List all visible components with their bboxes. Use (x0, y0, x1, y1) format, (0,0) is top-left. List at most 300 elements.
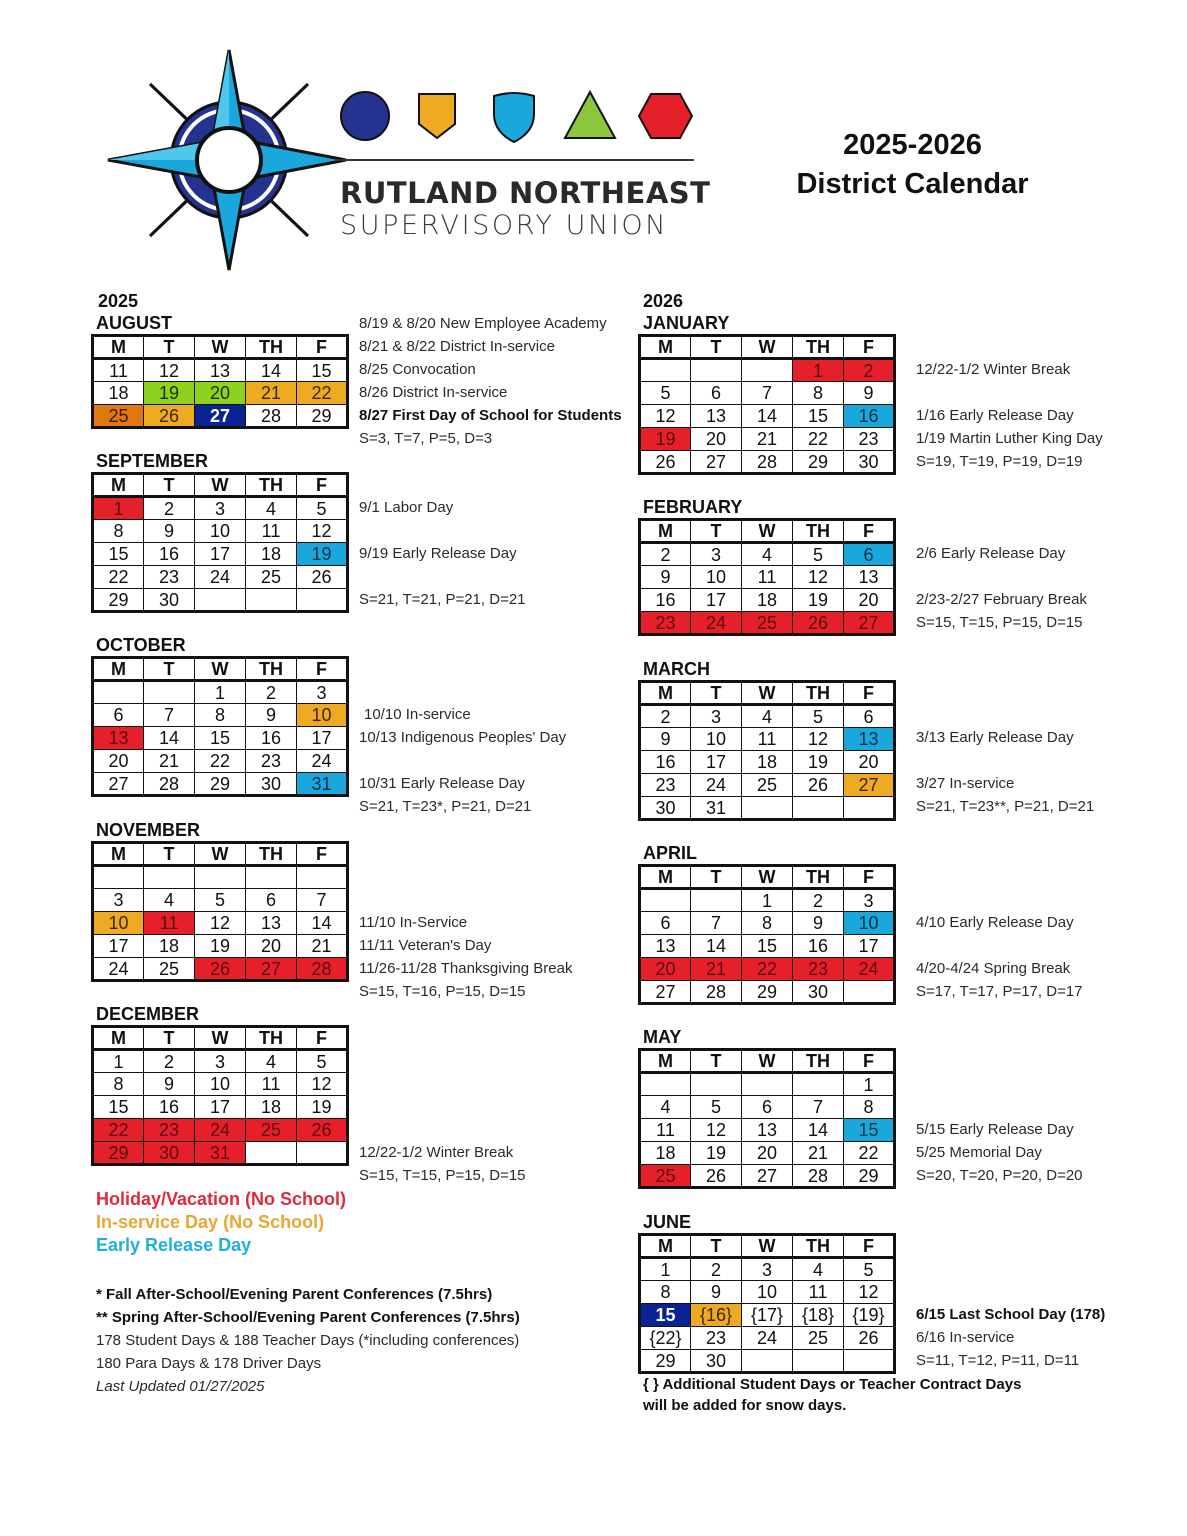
empty-day-cell (793, 1350, 844, 1373)
day-cell: 31 (691, 797, 742, 820)
note: 9/1 Labor Day (359, 499, 454, 516)
weekday-header: F (844, 336, 895, 359)
day-cell: 29 (793, 451, 844, 474)
legend-inservice: In-service Day (No School) (96, 1212, 325, 1232)
weekday-header: T (691, 336, 742, 359)
week-row (93, 382, 348, 405)
spring-conferences-note: ** Spring After-School/Evening Parent Conferences (7.5hrs) (96, 1309, 520, 1326)
weekday-header: F (844, 1050, 895, 1073)
day-cell: 27 (246, 958, 297, 981)
day-cell: 9 (793, 912, 844, 935)
week-row (640, 1281, 895, 1304)
day-cell: 2 (640, 705, 691, 728)
month-name: FEBRUARY (643, 497, 743, 517)
day-cell: 26 (793, 774, 844, 797)
note-last-day: 6/15 Last School Day (178) (916, 1306, 1106, 1323)
month-name: NOVEMBER (96, 820, 201, 840)
day-cell: 16 (144, 543, 195, 566)
day-cell: 24 (297, 750, 348, 773)
day-cell: 19 (144, 382, 195, 405)
day-cell: 13 (195, 359, 246, 382)
week-row (93, 566, 348, 589)
week-row (93, 1142, 348, 1165)
day-cell: 18 (742, 589, 793, 612)
weekday-header: M (640, 520, 691, 543)
weekday-header: M (640, 1235, 691, 1258)
weekday-header: M (93, 336, 144, 359)
day-cell: 24 (93, 958, 144, 981)
month-name: APRIL (643, 843, 697, 863)
day-cell: 1 (640, 1258, 691, 1281)
note: 8/19 & 8/20 New Employee Academy (359, 315, 607, 332)
empty-day-cell (144, 866, 195, 889)
empty-day-cell (93, 681, 144, 704)
day-cell: 30 (144, 589, 195, 612)
weekday-header: W (195, 1027, 246, 1050)
day-cell: 31 (195, 1142, 246, 1165)
weekday-header: W (742, 1050, 793, 1073)
fall-conferences-note: * Fall After-School/Evening Parent Conferences (7.5hrs) (96, 1286, 493, 1303)
week-row (93, 773, 348, 796)
week-row (93, 520, 348, 543)
title-years: 2025-2026 (843, 129, 982, 161)
note-day-counts: S=21, T=23**, P=21, D=21 (916, 798, 1095, 815)
day-cell: 11 (246, 520, 297, 543)
week-row (640, 981, 895, 1004)
day-cell: 28 (144, 773, 195, 796)
week-row (93, 935, 348, 958)
day-cell: 1 (844, 1073, 895, 1096)
weekday-header: T (691, 1235, 742, 1258)
day-cell: 27 (691, 451, 742, 474)
day-cell: 28 (691, 981, 742, 1004)
note: 11/10 In-Service (359, 914, 468, 931)
day-cell: 27 (195, 405, 246, 428)
weekday-header: W (195, 336, 246, 359)
empty-day-cell (93, 866, 144, 889)
day-cell: {22} (640, 1327, 691, 1350)
weekday-header-row (93, 658, 348, 681)
day-cell: 20 (691, 428, 742, 451)
day-cell: 3 (844, 889, 895, 912)
weekday-header-row (640, 1235, 895, 1258)
day-cell: 2 (246, 681, 297, 704)
day-cell: 1 (793, 359, 844, 382)
day-cell: 14 (691, 935, 742, 958)
week-row (640, 1073, 895, 1096)
day-cell: 26 (691, 1165, 742, 1188)
triangle-shape-icon (565, 92, 615, 138)
day-cell: 5 (793, 705, 844, 728)
weekday-header: W (195, 658, 246, 681)
day-cell: 2 (144, 1050, 195, 1073)
day-cell: 7 (742, 382, 793, 405)
month-august (91, 312, 349, 429)
day-cell: 16 (144, 1096, 195, 1119)
day-cell: 10 (691, 728, 742, 751)
title-text: District Calendar (796, 168, 1029, 200)
week-row (93, 866, 348, 889)
day-cell: 7 (691, 912, 742, 935)
day-cell: 29 (742, 981, 793, 1004)
day-cell: 25 (144, 958, 195, 981)
day-cell: 20 (246, 935, 297, 958)
day-cell: 31 (297, 773, 348, 796)
day-cell: 5 (195, 889, 246, 912)
week-row (640, 543, 895, 566)
day-cell: 24 (844, 958, 895, 981)
day-cell: 1 (93, 1050, 144, 1073)
day-cell: 11 (742, 566, 793, 589)
weekday-header: W (742, 866, 793, 889)
day-cell: 12 (195, 912, 246, 935)
note-day-counts: S=15, T=15, P=15, D=15 (916, 614, 1083, 631)
week-row (640, 774, 895, 797)
week-row (640, 589, 895, 612)
day-cell: 10 (93, 912, 144, 935)
day-cell: 28 (297, 958, 348, 981)
note-first-day: 8/27 First Day of School for Students (359, 407, 622, 424)
empty-day-cell (246, 589, 297, 612)
day-cell: 28 (742, 451, 793, 474)
weekday-header: TH (246, 843, 297, 866)
day-cell: 24 (195, 1119, 246, 1142)
day-cell: 5 (691, 1096, 742, 1119)
day-cell: 8 (195, 704, 246, 727)
day-cell: 6 (844, 705, 895, 728)
weekday-header-row (640, 866, 895, 889)
weekday-header: W (742, 520, 793, 543)
week-row (93, 1096, 348, 1119)
calendar-grid (638, 680, 896, 821)
day-cell: 7 (793, 1096, 844, 1119)
day-cell: 27 (93, 773, 144, 796)
day-cell: 4 (640, 1096, 691, 1119)
day-cell: 19 (691, 1142, 742, 1165)
empty-day-cell (742, 1350, 793, 1373)
day-cell: 25 (246, 1119, 297, 1142)
empty-day-cell (246, 1142, 297, 1165)
weekday-header: TH (246, 1027, 297, 1050)
day-cell: 18 (246, 1096, 297, 1119)
month-september (91, 450, 349, 613)
day-cell: 10 (742, 1281, 793, 1304)
week-row (640, 751, 895, 774)
day-cell: 16 (640, 589, 691, 612)
day-cell: 26 (195, 958, 246, 981)
day-cell: 7 (144, 704, 195, 727)
day-cell: 30 (691, 1350, 742, 1373)
week-row (93, 359, 348, 382)
day-cell: 10 (195, 1073, 246, 1096)
day-cell: 8 (93, 1073, 144, 1096)
page-title (770, 126, 1055, 204)
day-cell: 21 (144, 750, 195, 773)
day-cell: 25 (793, 1327, 844, 1350)
day-cell: 6 (640, 912, 691, 935)
note: 2/6 Early Release Day (916, 545, 1066, 562)
day-cell: 19 (793, 589, 844, 612)
day-cell: 5 (844, 1258, 895, 1281)
circle-shape-icon (341, 92, 389, 140)
day-cell: 25 (93, 405, 144, 428)
day-cell: 27 (742, 1165, 793, 1188)
weekday-header: M (640, 682, 691, 705)
day-cell: 23 (640, 774, 691, 797)
day-cell: 15 (742, 935, 793, 958)
day-cell: 27 (640, 981, 691, 1004)
month-march (638, 658, 896, 821)
day-cell: 11 (144, 912, 195, 935)
note-day-counts: S=3, T=7, P=5, D=3 (359, 430, 493, 447)
day-cell: 22 (793, 428, 844, 451)
day-cell: 25 (742, 612, 793, 635)
day-cell: 19 (640, 428, 691, 451)
empty-day-cell (793, 1073, 844, 1096)
week-row (640, 1142, 895, 1165)
day-cell: 21 (246, 382, 297, 405)
weekday-header: M (640, 1050, 691, 1073)
day-cell: 29 (844, 1165, 895, 1188)
day-cell: 15 (844, 1119, 895, 1142)
empty-day-cell (640, 359, 691, 382)
shield-shape-icon (419, 94, 455, 138)
day-cell: 15 (297, 359, 348, 382)
month-name: JANUARY (643, 313, 730, 333)
week-row (640, 428, 895, 451)
weekday-header-row (93, 336, 348, 359)
day-cell: 11 (640, 1119, 691, 1142)
week-row (640, 1165, 895, 1188)
day-cell: 17 (195, 1096, 246, 1119)
day-cell: 29 (93, 1142, 144, 1165)
weekday-header-row (93, 1027, 348, 1050)
weekday-header: W (742, 682, 793, 705)
week-row (93, 1073, 348, 1096)
day-cell: 5 (297, 1050, 348, 1073)
week-row (93, 543, 348, 566)
month-october (91, 634, 349, 797)
day-cell: 16 (640, 751, 691, 774)
day-cell: 15 (93, 543, 144, 566)
day-cell: 17 (844, 935, 895, 958)
weekday-header: TH (793, 866, 844, 889)
empty-day-cell (246, 866, 297, 889)
note-day-counts: S=21, T=21, P=21, D=21 (359, 591, 526, 608)
para-driver-days: 180 Para Days & 178 Driver Days (96, 1355, 322, 1372)
weekday-header: T (691, 1050, 742, 1073)
day-cell: 4 (742, 543, 793, 566)
week-row (640, 1304, 895, 1327)
day-cell: 6 (93, 704, 144, 727)
day-cell: 11 (246, 1073, 297, 1096)
week-row (640, 359, 895, 382)
day-cell: 15 (640, 1304, 691, 1327)
weekday-header: TH (246, 336, 297, 359)
weekday-header: F (844, 520, 895, 543)
week-row (93, 958, 348, 981)
year-label-2026: 2026 (643, 291, 684, 311)
week-row (640, 705, 895, 728)
week-row (640, 1119, 895, 1142)
day-cell: 1 (93, 497, 144, 520)
day-cell: 3 (691, 543, 742, 566)
day-cell: 20 (844, 751, 895, 774)
note: 2/23-2/27 February Break (916, 591, 1087, 608)
day-cell: 18 (742, 751, 793, 774)
day-cell: 22 (93, 566, 144, 589)
day-cell: 12 (144, 359, 195, 382)
legend-early-release: Early Release Day (96, 1235, 252, 1255)
day-cell: 14 (742, 405, 793, 428)
day-cell: 30 (793, 981, 844, 1004)
note: 1/16 Early Release Day (916, 407, 1074, 424)
day-cell: 25 (640, 1165, 691, 1188)
calendar-grid (638, 864, 896, 1005)
day-cell: 24 (691, 612, 742, 635)
weekday-header: TH (793, 336, 844, 359)
day-cell: 12 (844, 1281, 895, 1304)
day-cell: 18 (640, 1142, 691, 1165)
day-cell: 20 (93, 750, 144, 773)
crest-shape-icon (494, 93, 534, 142)
empty-day-cell (742, 797, 793, 820)
day-cell: 14 (246, 359, 297, 382)
day-cell: 12 (691, 1119, 742, 1142)
week-row (93, 727, 348, 750)
empty-day-cell (297, 866, 348, 889)
weekday-header: M (93, 658, 144, 681)
note-day-counts: S=17, T=17, P=17, D=17 (916, 983, 1083, 1000)
day-cell: 25 (742, 774, 793, 797)
org-name-line1: RUTLAND NORTHEAST (340, 176, 711, 210)
day-cell: 26 (144, 405, 195, 428)
weekday-header: T (144, 474, 195, 497)
student-teacher-days: 178 Student Days & 188 Teacher Days (*including conferences) (96, 1332, 520, 1349)
day-cell: 9 (691, 1281, 742, 1304)
empty-day-cell (742, 1073, 793, 1096)
day-cell: 21 (297, 935, 348, 958)
week-row (93, 1119, 348, 1142)
day-cell: 18 (246, 543, 297, 566)
weekday-header-row (640, 682, 895, 705)
day-cell: 5 (640, 382, 691, 405)
day-cell: 3 (195, 497, 246, 520)
month-name: AUGUST (96, 313, 172, 333)
day-cell: 28 (793, 1165, 844, 1188)
day-cell: 2 (844, 359, 895, 382)
week-row (93, 589, 348, 612)
day-cell: 15 (195, 727, 246, 750)
weekday-header-row (93, 843, 348, 866)
day-cell: 21 (742, 428, 793, 451)
month-february (638, 496, 896, 636)
note: 6/16 In-service (916, 1329, 1015, 1346)
day-cell: 13 (844, 566, 895, 589)
day-cell: 30 (844, 451, 895, 474)
day-cell: 8 (793, 382, 844, 405)
day-cell: 5 (297, 497, 348, 520)
weekday-header: F (844, 1235, 895, 1258)
day-cell: 9 (640, 566, 691, 589)
day-cell: 18 (144, 935, 195, 958)
day-cell: 10 (195, 520, 246, 543)
org-name-line2: SUPERVISORY UNION (340, 210, 669, 241)
day-cell: 3 (195, 1050, 246, 1073)
weekday-header-row (640, 336, 895, 359)
day-cell: 4 (246, 497, 297, 520)
day-cell: 11 (93, 359, 144, 382)
month-name: JUNE (643, 1212, 692, 1232)
day-cell: 3 (93, 889, 144, 912)
day-cell: 3 (297, 681, 348, 704)
weekday-header: F (844, 682, 895, 705)
day-cell: 26 (640, 451, 691, 474)
day-cell: 5 (793, 543, 844, 566)
color-legend (96, 1188, 346, 1257)
weekday-header: F (297, 658, 348, 681)
day-cell: 23 (691, 1327, 742, 1350)
weekday-header: M (93, 843, 144, 866)
calendar-grid (638, 1048, 896, 1189)
note: 8/26 District In-service (359, 384, 508, 401)
day-cell: 18 (93, 382, 144, 405)
day-cell: 26 (297, 566, 348, 589)
day-cell: 13 (640, 935, 691, 958)
empty-day-cell (640, 889, 691, 912)
day-cell: 22 (297, 382, 348, 405)
last-updated: Last Updated 01/27/2025 (96, 1378, 265, 1395)
day-cell: 29 (195, 773, 246, 796)
calendar-grid (91, 472, 349, 613)
weekday-header: M (640, 866, 691, 889)
weekday-header-row (640, 1050, 895, 1073)
day-cell: 12 (297, 1073, 348, 1096)
day-cell: 16 (793, 935, 844, 958)
week-row (93, 704, 348, 727)
day-cell: 9 (144, 1073, 195, 1096)
year-label-2025: 2025 (98, 291, 139, 311)
snow-note-line2: will be added for snow days. (643, 1397, 847, 1414)
empty-day-cell (297, 589, 348, 612)
weekday-header: T (144, 1027, 195, 1050)
week-row (640, 889, 895, 912)
day-cell: 20 (195, 382, 246, 405)
empty-day-cell (844, 981, 895, 1004)
day-cell: 17 (93, 935, 144, 958)
note-day-counts: S=21, T=23*, P=21, D=21 (359, 798, 532, 815)
day-cell: 4 (144, 889, 195, 912)
weekday-header: F (844, 866, 895, 889)
weekday-header: T (144, 843, 195, 866)
note: 5/15 Early Release Day (916, 1121, 1074, 1138)
day-cell: 23 (640, 612, 691, 635)
day-cell: 21 (793, 1142, 844, 1165)
day-cell: 12 (793, 728, 844, 751)
week-row (640, 912, 895, 935)
weekday-header-row (640, 520, 895, 543)
day-cell: 29 (297, 405, 348, 428)
day-cell: 24 (195, 566, 246, 589)
day-cell: 11 (742, 728, 793, 751)
day-cell: 6 (742, 1096, 793, 1119)
day-cell: 25 (246, 566, 297, 589)
day-cell: 13 (742, 1119, 793, 1142)
week-row (640, 1096, 895, 1119)
note: 4/10 Early Release Day (916, 914, 1074, 931)
note-day-counts: S=15, T=16, P=15, D=15 (359, 983, 526, 1000)
day-cell: 22 (844, 1142, 895, 1165)
